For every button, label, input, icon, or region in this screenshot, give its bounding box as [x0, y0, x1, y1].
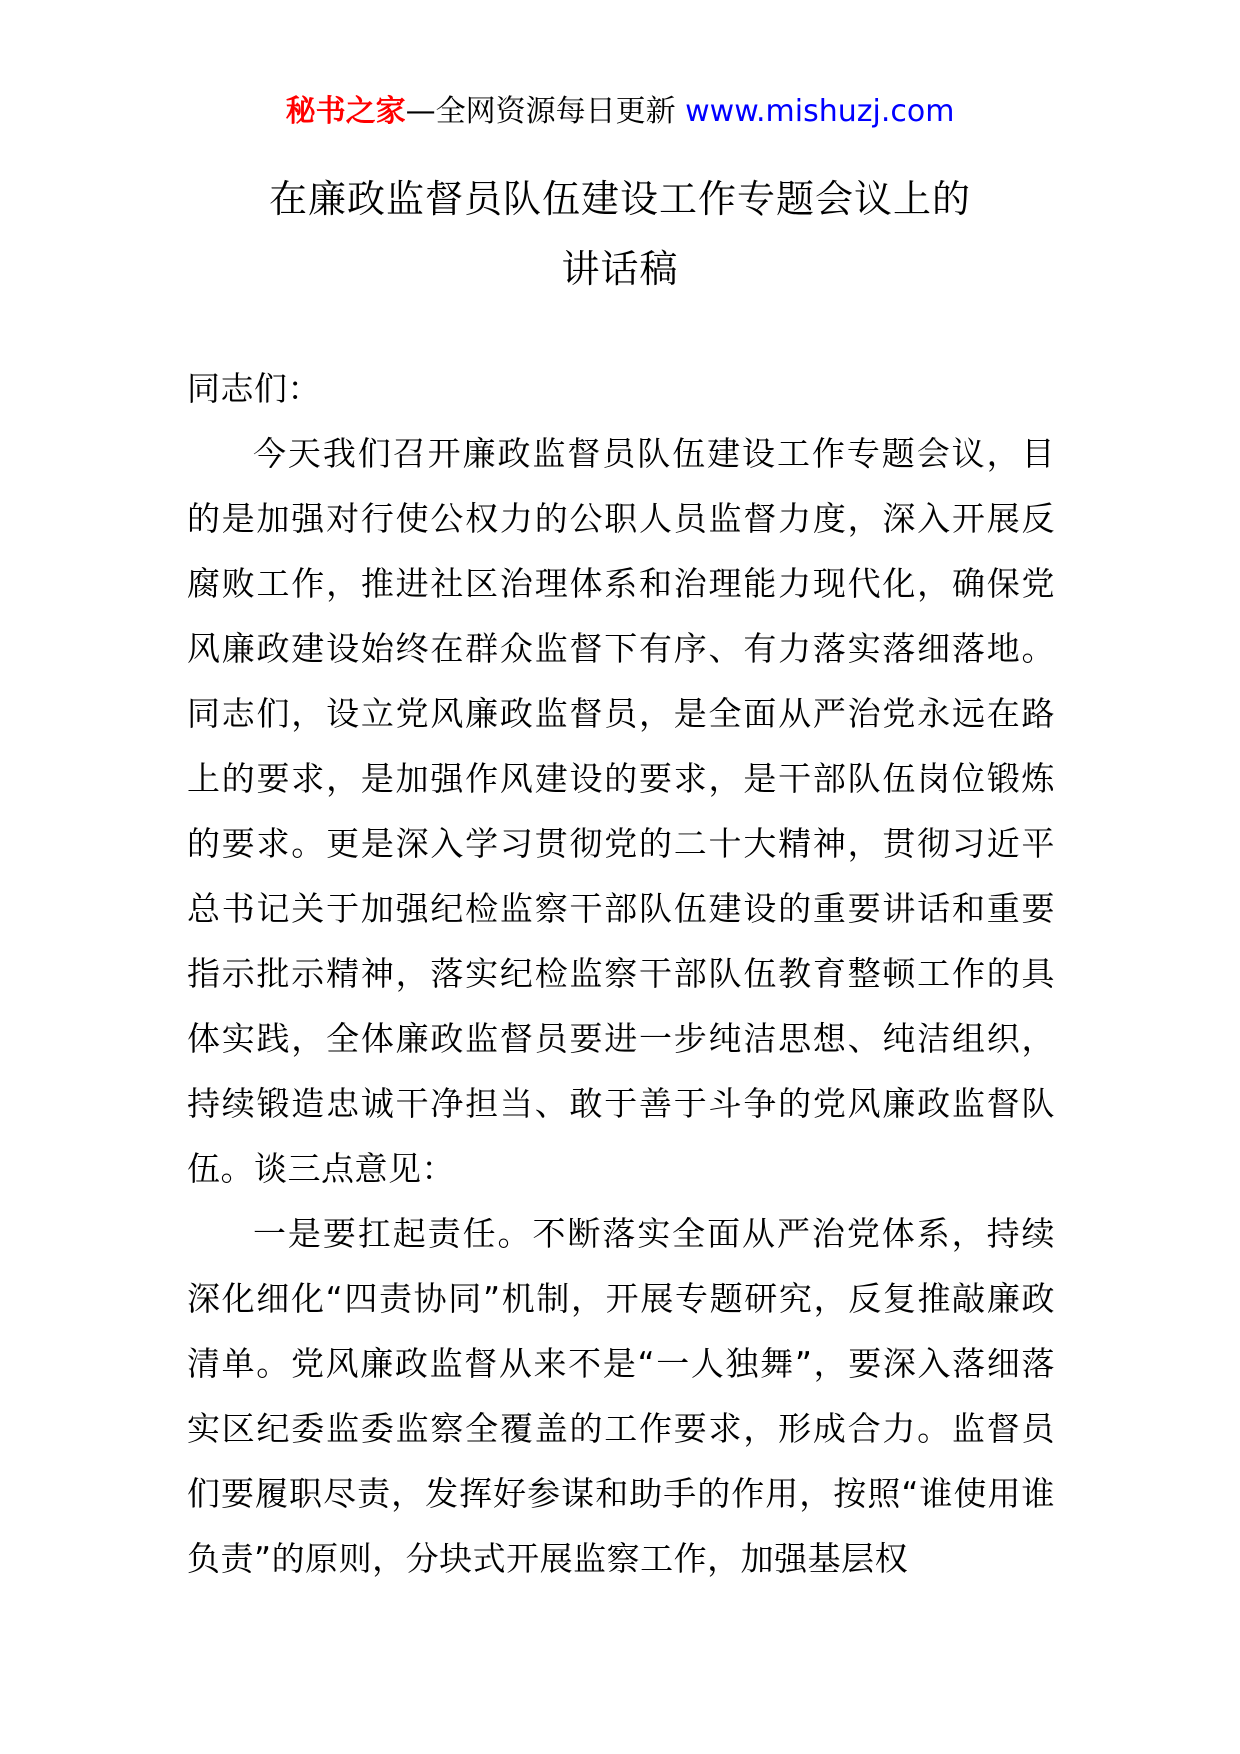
site-url-link[interactable]: www.mishuzj.com — [685, 94, 955, 129]
document-body — [187, 356, 1055, 1591]
site-header — [0, 92, 1240, 132]
salutation: 同志们： — [187, 369, 321, 408]
brand-name: 秘书之家 — [285, 94, 406, 129]
header-tagline: —全网资源每日更新 — [405, 94, 686, 129]
paragraph-1: 今天我们召开廉政监督员队伍建设工作专题会议，目的是加强对行使公权力的公职人员监督力度，深入开展反腐败工作，推进社区治理体系和治理能力现代化，确保党风廉政建设始终在群众监督下有序、有力落实落细落地。同志们，设立党风廉政监督员，是全面从严治党永远在路上的要求，是加强作风建设的要求，是干部队伍岗位锻炼的要求。更是深入学习贯彻党的二十大精神，贯彻习近平总书记关于加强纪检监察干部队伍建设的重要讲话和重要指示批示精神，落实纪检监察干部队伍教育整顿工作的具体实践，全体廉政监督员要进一步纯洁思想、纯洁组织，持续锻造忠诚干净担当、敢于善于斗争的党风廉政监督队伍。谈三点意见： — [187, 434, 1055, 1188]
title-line-2: 讲话稿 — [561, 247, 679, 291]
paragraph-2: 一是要扛起责任。不断落实全面从严治党体系，持续深化细化“四责协同”机制，开展专题研究，反复推敲廉政清单。党风廉政监督从来不是“一人独舞”，要深入落细落实区纪委监委监察全覆盖的工作要求，形成合力。监督员们要履职尽责，发挥好参谋和助手的作用，按照“谁使用谁负责”的原则，分块式开展监察工作，加强基层权 — [187, 1214, 1055, 1578]
title-line-1: 在廉政监督员队伍建设工作专题会议上的 — [268, 177, 971, 221]
document-title — [0, 164, 1240, 304]
